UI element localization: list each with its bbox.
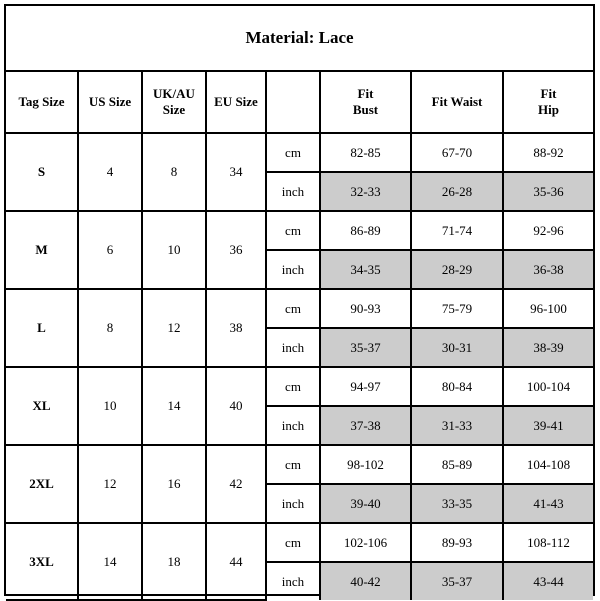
header-eu-size: EU Size	[206, 72, 266, 133]
bust-cm-cell: 82-85	[320, 133, 411, 172]
hip-inch-cell: 36-38	[503, 250, 593, 289]
header-hip-line1: Fit	[540, 86, 557, 101]
header-row	[6, 72, 593, 133]
header-ukau-line2: Size	[162, 102, 186, 117]
ukau-size-cell: 18	[142, 523, 206, 600]
bust-inch-cell: 34-35	[320, 250, 411, 289]
bust-inch-cell: 39-40	[320, 484, 411, 523]
hip-inch-cell: 39-41	[503, 406, 593, 445]
header-us-size: US Size	[78, 72, 142, 133]
table-row	[6, 367, 593, 406]
unit-cm-cell: cm	[266, 133, 320, 172]
header-tag-size: Tag Size	[6, 72, 78, 133]
hip-cm-cell: 108-112	[503, 523, 593, 562]
table-row	[6, 289, 593, 328]
hip-inch-cell: 43-44	[503, 562, 593, 600]
unit-inch-cell: inch	[266, 172, 320, 211]
tag-size-cell: M	[6, 211, 78, 289]
us-size-cell: 8	[78, 289, 142, 367]
us-size-cell: 6	[78, 211, 142, 289]
header-fit-waist: Fit Waist	[411, 72, 503, 133]
us-size-cell: 12	[78, 445, 142, 523]
table-row	[6, 211, 593, 250]
header-fit-hip	[503, 72, 593, 133]
bust-cm-cell: 102-106	[320, 523, 411, 562]
us-size-cell: 10	[78, 367, 142, 445]
waist-inch-cell: 33-35	[411, 484, 503, 523]
table-row	[6, 133, 593, 172]
hip-inch-cell: 35-36	[503, 172, 593, 211]
header-bust-line2: Bust	[352, 102, 379, 117]
waist-cm-cell: 80-84	[411, 367, 503, 406]
waist-inch-cell: 35-37	[411, 562, 503, 600]
bust-cm-cell: 90-93	[320, 289, 411, 328]
ukau-size-cell: 16	[142, 445, 206, 523]
bust-inch-cell: 37-38	[320, 406, 411, 445]
unit-inch-cell: inch	[266, 484, 320, 523]
unit-inch-cell: inch	[266, 328, 320, 367]
us-size-cell: 14	[78, 523, 142, 600]
hip-cm-cell: 88-92	[503, 133, 593, 172]
hip-inch-cell: 38-39	[503, 328, 593, 367]
eu-size-cell: 40	[206, 367, 266, 445]
bust-cm-cell: 98-102	[320, 445, 411, 484]
header-ukau-line1: UK/AU	[153, 86, 195, 101]
waist-inch-cell: 31-33	[411, 406, 503, 445]
unit-cm-cell: cm	[266, 445, 320, 484]
tag-size-cell: S	[6, 133, 78, 211]
waist-cm-cell: 89-93	[411, 523, 503, 562]
header-unit	[266, 72, 320, 133]
size-chart	[4, 4, 595, 596]
unit-cm-cell: cm	[266, 289, 320, 328]
table-row	[6, 445, 593, 484]
table-row	[6, 523, 593, 562]
eu-size-cell: 42	[206, 445, 266, 523]
ukau-size-cell: 14	[142, 367, 206, 445]
hip-cm-cell: 104-108	[503, 445, 593, 484]
bust-cm-cell: 94-97	[320, 367, 411, 406]
waist-cm-cell: 71-74	[411, 211, 503, 250]
hip-inch-cell: 41-43	[503, 484, 593, 523]
unit-inch-cell: inch	[266, 250, 320, 289]
unit-cm-cell: cm	[266, 367, 320, 406]
waist-inch-cell: 26-28	[411, 172, 503, 211]
eu-size-cell: 44	[206, 523, 266, 600]
hip-cm-cell: 92-96	[503, 211, 593, 250]
tag-size-cell: L	[6, 289, 78, 367]
waist-inch-cell: 30-31	[411, 328, 503, 367]
ukau-size-cell: 10	[142, 211, 206, 289]
ukau-size-cell: 12	[142, 289, 206, 367]
tag-size-cell: XL	[6, 367, 78, 445]
tag-size-cell: 3XL	[6, 523, 78, 600]
header-fit-bust	[320, 72, 411, 133]
eu-size-cell: 36	[206, 211, 266, 289]
header-bust-line1: Fit	[357, 86, 374, 101]
eu-size-cell: 38	[206, 289, 266, 367]
header-ukau-size	[142, 72, 206, 133]
eu-size-cell: 34	[206, 133, 266, 211]
us-size-cell: 4	[78, 133, 142, 211]
bust-inch-cell: 35-37	[320, 328, 411, 367]
unit-cm-cell: cm	[266, 211, 320, 250]
waist-cm-cell: 67-70	[411, 133, 503, 172]
bust-inch-cell: 32-33	[320, 172, 411, 211]
hip-cm-cell: 100-104	[503, 367, 593, 406]
waist-inch-cell: 28-29	[411, 250, 503, 289]
bust-inch-cell: 40-42	[320, 562, 411, 600]
ukau-size-cell: 8	[142, 133, 206, 211]
waist-cm-cell: 75-79	[411, 289, 503, 328]
unit-inch-cell: inch	[266, 562, 320, 600]
unit-cm-cell: cm	[266, 523, 320, 562]
waist-cm-cell: 85-89	[411, 445, 503, 484]
hip-cm-cell: 96-100	[503, 289, 593, 328]
chart-title: Material: Lace	[6, 6, 593, 72]
size-table	[6, 72, 593, 601]
tag-size-cell: 2XL	[6, 445, 78, 523]
bust-cm-cell: 86-89	[320, 211, 411, 250]
unit-inch-cell: inch	[266, 406, 320, 445]
header-hip-line2: Hip	[538, 102, 559, 117]
